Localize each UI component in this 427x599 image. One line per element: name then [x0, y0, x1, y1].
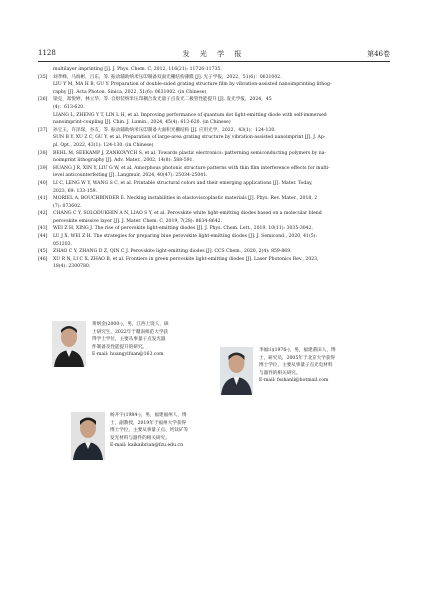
author-bio-li: [259, 347, 336, 385]
reference-text-line: LIANG L, ZHENG Y T, LIN L H, et al. Improving performance of quantum dot light-emitting diode with self-immersed: [53, 112, 327, 118]
reference-text-line: LI C, LENG W Y, WANG S C, et al. Printable structural colors and their emerging applications [J]. Mater. Today,: [53, 180, 313, 186]
reference-text-line: 2023, 69: 133-159.: [53, 188, 98, 194]
reference-text-line: WEI Z H, XING J. The rise of perovskite light-emitting diodes [J]. J. Phys. Chem. Lett., 2019, 10(11): 3035-3042.: [53, 226, 313, 232]
reference-item: [38, 66, 392, 74]
author-bio-line: 博士学位，主要从事量子点、钙钛矿等: [110, 428, 189, 434]
reference-text-line: multilayer imprinting [J]. J. Phys. Chem. C, 2012, 116(21): 11726-11735.: [53, 67, 222, 72]
reference-number: [45]: [38, 249, 48, 255]
reference-text-line: pl. Opt., 2022, 43(1): 124-130. (in Chinese): [53, 142, 154, 148]
reference-number: [41]: [38, 196, 48, 202]
reference-text-line: 刘孝峰，马海彬，吕东，等. 振动辅助纳米压印制备双面光栅结构薄膜 [J]. 光子学报，2022，51(6)：0631002.: [53, 74, 282, 80]
reference-number: [35]: [38, 74, 48, 80]
reference-text-line: 18(4): 2300780.: [53, 264, 91, 270]
reference-text-line: HUANG J R, XIN Y, LIU G W, et al. Amorphous photonic structure patterns with thin film interference effects for multi-: [53, 165, 330, 171]
reference-number: [43]: [38, 226, 48, 232]
author-email: E-mail: fsshanli@hotmail.com: [259, 378, 329, 384]
reference-text-line: perovskite emissive layer [J]. J. Mater. Chem. C, 2019, 7(28): 8634-8642.: [53, 218, 223, 224]
reference-text-line: raphy [J]. Acta Photon. Sinica, 2022, 51(6): 0631002. (in Chinese): [53, 89, 207, 95]
author-photo-yang: [71, 412, 105, 460]
reference-text-line: (7): 073602.: [53, 203, 82, 209]
reference-text-line: MORIEL A, BOUCHBINDER E. Necking instabilities in elastoviscoplastic materials [J]. Phys. Rev. Mater., 2018, 2: [53, 196, 318, 202]
reference-text-line: ZHAO C Y, ZHANG D Z, QIN C J. Perovskite light-emitting diodes [J]. CCS Chem., 2020, 2(4): 859-869.: [53, 249, 292, 255]
reference-item: [38, 127, 392, 150]
reference-number: [46]: [38, 256, 48, 262]
reference-item: [38, 248, 392, 256]
volume-label: 第46卷: [367, 50, 390, 58]
reference-number: [40]: [38, 180, 48, 186]
running-header: [38, 49, 390, 61]
author-bio-line: 杨开宇(1984-)，男，福建福州人，博: [110, 413, 187, 418]
author-email: E-mail: kaikaibrian@fzu.edu.cn: [110, 443, 184, 449]
reference-item: [38, 225, 392, 233]
author-bio-huang: [92, 321, 169, 359]
reference-text-line: BEHL M, SEEKAMP J, ZANKOVYCH S, et al. Towards plastic electronics: patterning semiconducting polymers by na-: [53, 150, 326, 156]
author-bio-line: 李福山(1976-)，男，福建莆田人，博: [259, 348, 336, 353]
reference-text-line: nanoimprint-coupling [J]. Chin. J. Lumin., 2024, 45(4): 613-620. (in Chinese): [53, 120, 231, 126]
author-bio-line: 得学士学位，主要从事量子点发光器: [92, 337, 166, 343]
author-bio-line: 士研究生，2022年于赣南师范大学获: [92, 329, 169, 335]
reference-number: [44]: [38, 234, 48, 240]
reference-text-line: SUN B Y, XU Z C, GU Y, et al. Preparation of large-area grating structure by vibration-assisted nanoimprint [J]. J. Ap-: [53, 135, 326, 141]
reference-text-line: 051203.: [53, 241, 72, 247]
author-photo-huang: [52, 321, 86, 367]
page-number: 1128: [38, 49, 56, 57]
reference-text-line: noimprint lithography [J]. Adv. Mater., 2002, 14(8): 588-591.: [53, 158, 194, 164]
reference-number: [36]: [38, 97, 48, 103]
header-rule: [38, 61, 390, 62]
reference-text-line: LIU Y M, MA H B, GU Y. Preparation of double-sided grating structure film by vibration-assisted nanoimprinting lithog-: [53, 82, 332, 88]
journal-title: 发 光 学 报: [182, 50, 246, 58]
reference-number: [42]: [38, 211, 48, 217]
reference-item: [38, 256, 392, 271]
reference-item: [38, 150, 392, 165]
author-bio-line: 士，研究员，2005年于北京大学获得: [259, 355, 336, 361]
reference-text-line: level anticounterfeiting [J]. Langmuir, 2024, 40(47): 25034-25041.: [53, 173, 208, 179]
reference-text-line: LU J X, WEI Z H. The strategies for preparing blue perovskite light-emitting diodes [J]. J. Semicond., 2020, 41(5):: [53, 234, 318, 240]
reference-text-line: 孙宝玉，许泽琛，谷友，等. 振动辅助纳米压印制备大面积光栅结构 [J]. 应用光学，2022，43(1)：124-130.: [53, 127, 276, 133]
reference-list: [38, 66, 392, 271]
author-bio-line: 博士学位，主要从事量子点光电材料: [259, 363, 333, 369]
reference-text-line: (4)：613-620.: [53, 104, 85, 110]
author-email: E-mail: huangyifuan@163.com: [92, 352, 164, 358]
reference-text-line: CHANG C Y, SOLODUKHIN A N, LIAO S Y, et al. Perovskite white light-emitting diodes based on a molecular blend: [53, 211, 322, 217]
reference-text-line: 梁克，郑悦婷，林立华，等. 自组装纳米压印耦合发光量子点发光二极管性能提升 [J]. 发光学报，2024，45: [53, 97, 272, 103]
author-bio-line: 士，副教授，2019年于福州大学获得: [110, 420, 187, 426]
reference-text-line: XU R N, LI C X, ZHAO B, et al. Frontiers in green perovskite light-emitting diodes [J]. Laser Photonics Rev., 2023,: [53, 256, 319, 262]
author-bio-line: 件制备及性能提升的研究。: [92, 344, 148, 350]
reference-item: [38, 195, 392, 210]
reference-item: [38, 165, 392, 180]
reference-item: [38, 233, 392, 248]
author-bio-line: 黄炳金(2000-)，男，江西上饶人，硕: [92, 322, 169, 327]
reference-item: [38, 210, 392, 225]
reference-item: [38, 180, 392, 195]
reference-item: [38, 74, 392, 97]
reference-number: [39]: [38, 165, 48, 171]
reference-number: [37]: [38, 127, 48, 133]
author-bio-line: 与器件的相关研究。: [259, 370, 301, 376]
author-bio-line: 发光材料与器件的相关研究。: [110, 435, 170, 441]
reference-item: [38, 96, 392, 126]
reference-number: [38]: [38, 150, 48, 156]
author-photo-li: [220, 347, 253, 395]
author-bio-yang: [110, 412, 188, 450]
